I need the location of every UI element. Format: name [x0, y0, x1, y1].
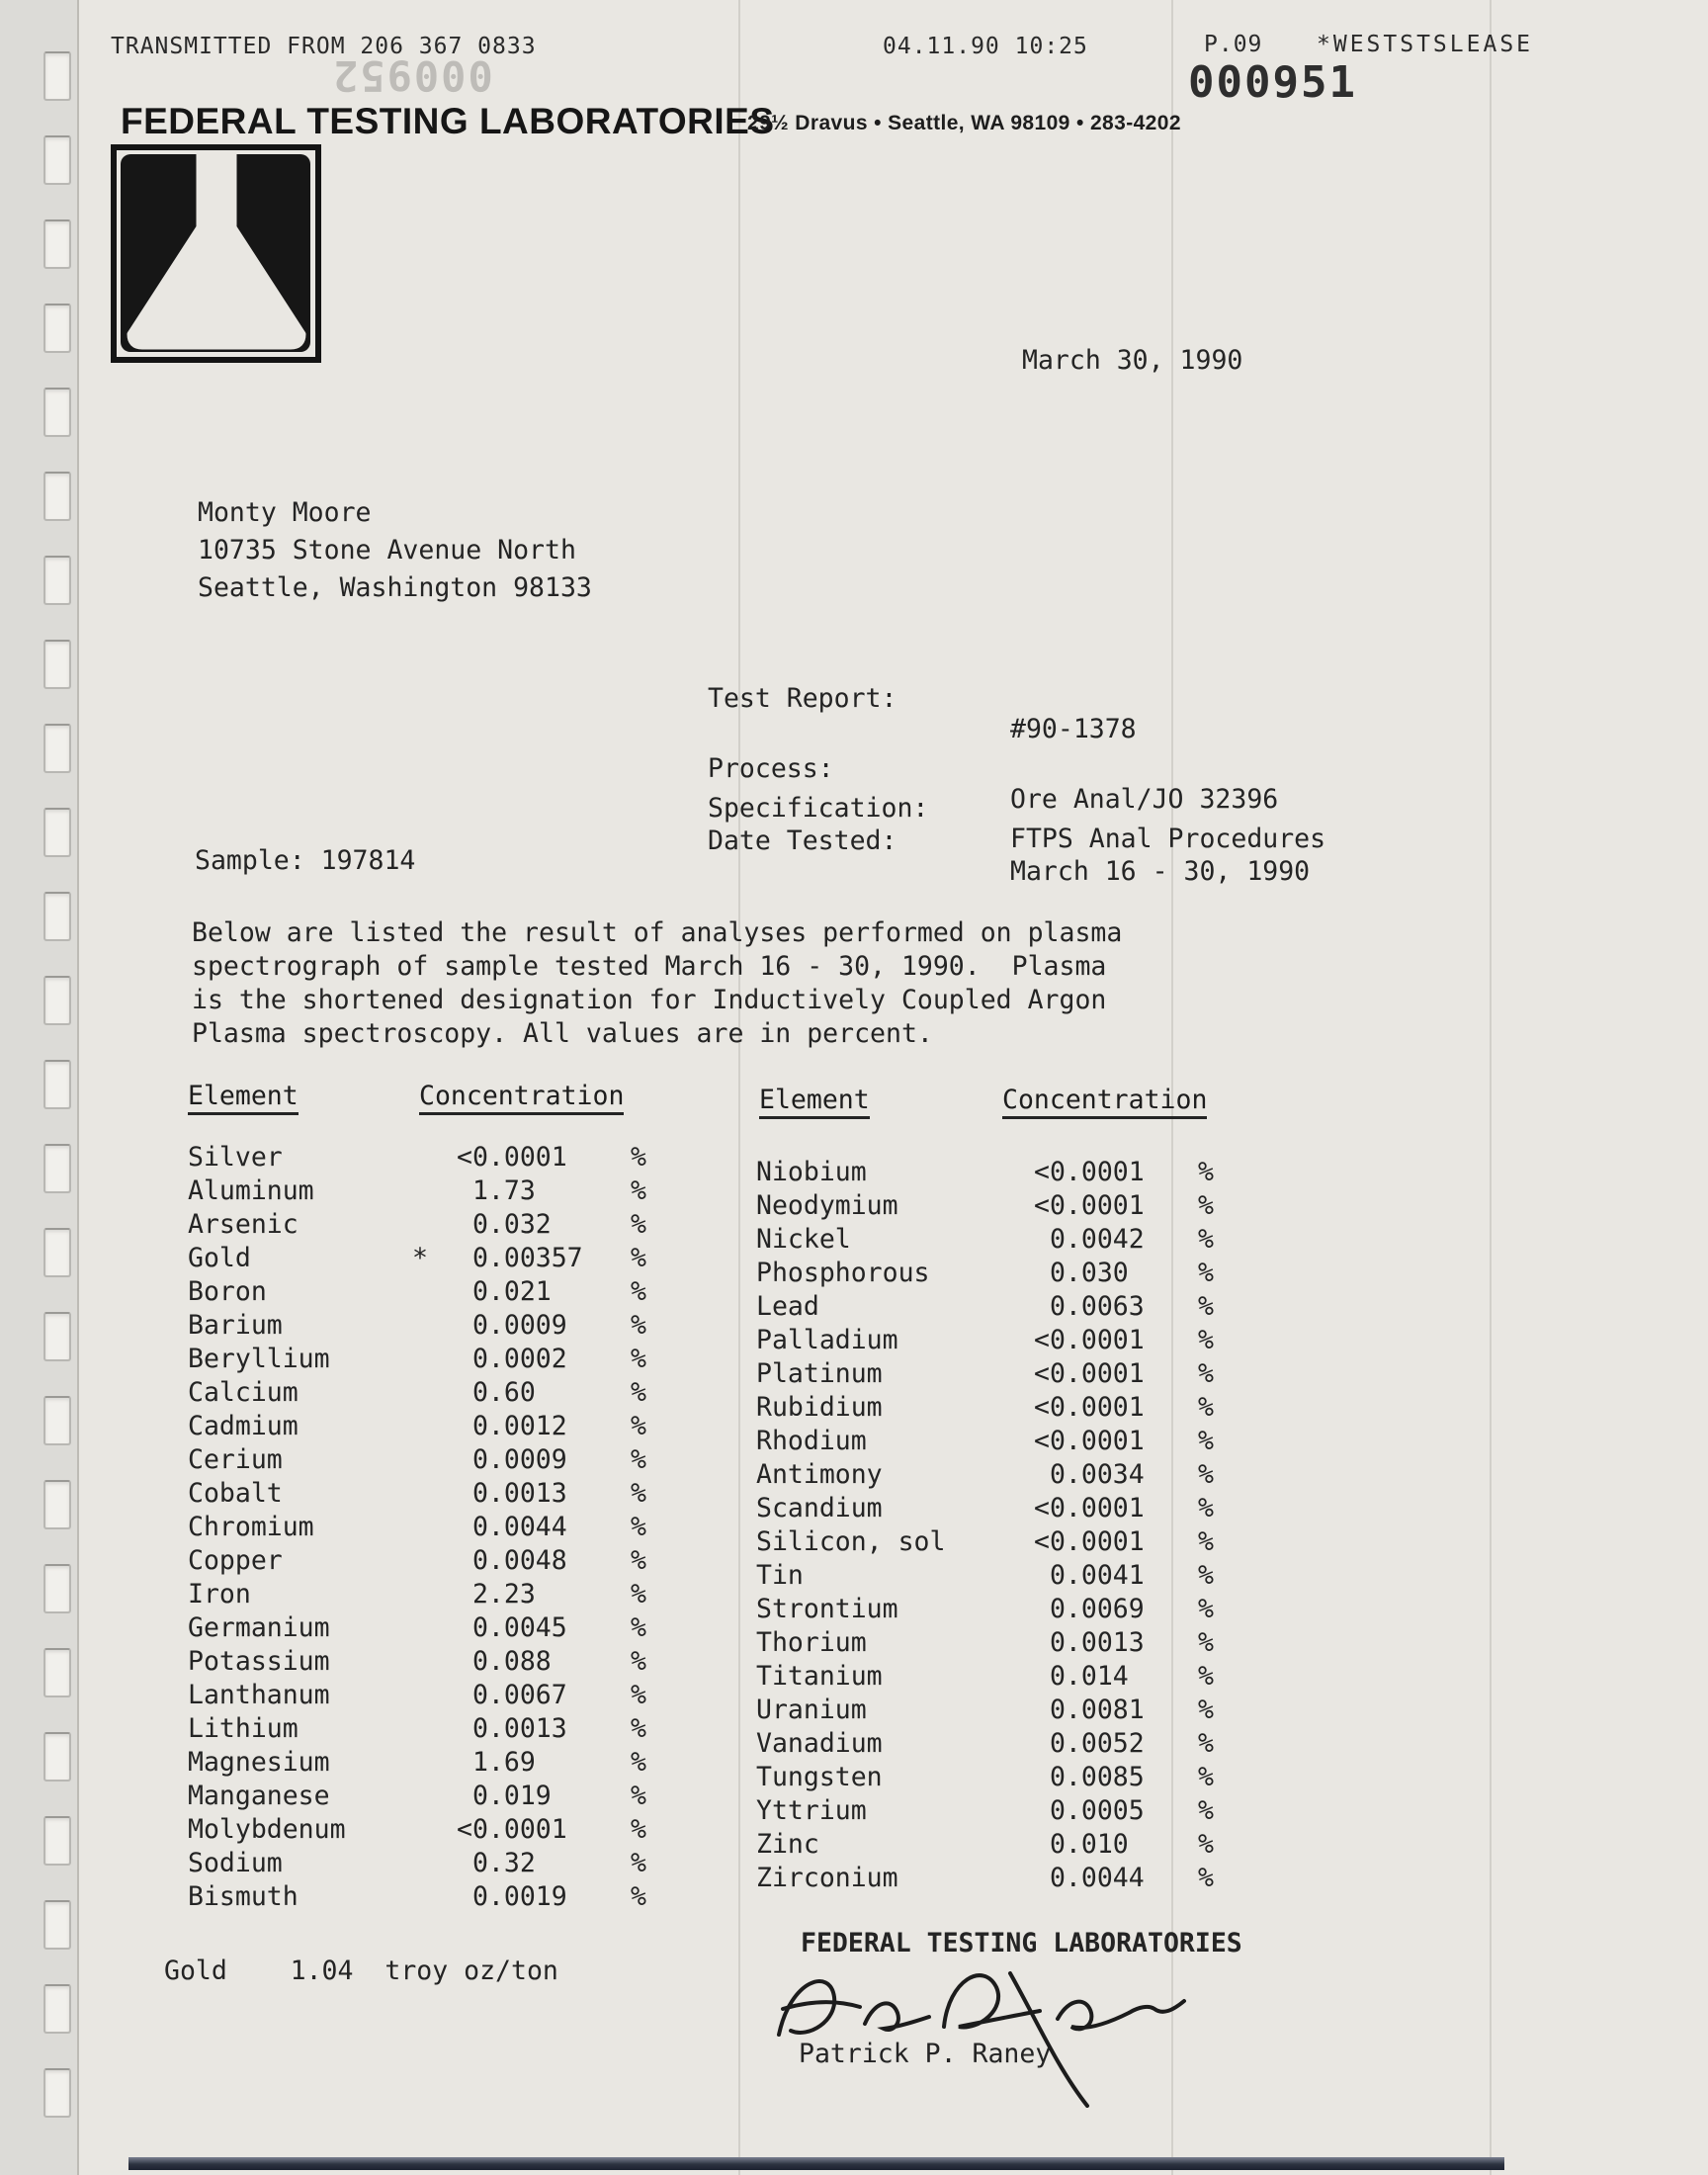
element-name: Silicon, sol [756, 1526, 946, 1557]
percent-unit: % [1198, 1627, 1214, 1658]
concentration-value: <0.0001 [1034, 1392, 1145, 1423]
binder-hole [43, 1648, 71, 1697]
element-name: Beryllium [188, 1344, 330, 1374]
handwritten-signature [761, 1940, 1216, 2108]
table-row [756, 1594, 1507, 1623]
concentration-value: <0.0001 [1034, 1190, 1145, 1221]
concentration-value: <0.0001 [1034, 1358, 1145, 1389]
table-row [756, 1863, 1507, 1892]
binder-hole [43, 388, 71, 437]
concentration-value: 1.73 [457, 1175, 536, 1206]
element-name: Arsenic [188, 1209, 299, 1240]
concentration-value: 0.030 [1034, 1258, 1129, 1288]
concentration-value: 0.0013 [1034, 1627, 1145, 1658]
binder-hole [43, 51, 71, 101]
concentration-value: 0.0013 [457, 1713, 567, 1744]
percent-unit: % [631, 1781, 646, 1811]
date-tested-value: March 16 - 30, 1990 [1010, 856, 1311, 887]
element-header-left: Element [188, 1081, 299, 1115]
element-name: Platinum [756, 1358, 883, 1389]
element-name: Potassium [188, 1646, 330, 1677]
element-name: Strontium [756, 1594, 898, 1624]
percent-unit: % [1198, 1661, 1214, 1692]
concentration-value: <0.0001 [1034, 1526, 1145, 1557]
percent-unit: % [1198, 1493, 1214, 1523]
document-number-stamp: 000951 [1188, 57, 1357, 108]
table-row [756, 1358, 1507, 1388]
table-row [756, 1762, 1507, 1791]
element-name: Cadmium [188, 1411, 299, 1441]
specification-value: FTPS Anal Procedures [1010, 824, 1326, 854]
table-row [756, 1190, 1507, 1220]
percent-unit: % [631, 1243, 646, 1273]
date-tested-label: Date Tested: [708, 826, 897, 856]
element-name: Cerium [188, 1444, 283, 1475]
concentration-value: 0.0044 [457, 1512, 567, 1542]
percent-unit: % [1198, 1695, 1214, 1725]
percent-unit: % [631, 1478, 646, 1509]
percent-unit: % [631, 1209, 646, 1240]
asterisk-flag: * [412, 1243, 428, 1273]
body-line: Below are listed the result of analyses performed on plasma [192, 917, 1123, 948]
element-name: Uranium [756, 1695, 867, 1725]
element-name: Molybdenum [188, 1814, 346, 1845]
percent-unit: % [631, 1512, 646, 1542]
element-name: Copper [188, 1545, 283, 1576]
concentration-value: 0.0044 [1034, 1863, 1145, 1893]
element-name: Scandium [756, 1493, 883, 1523]
recipient-city: Seattle, Washington 98133 [198, 572, 592, 603]
recipient-name: Monty Moore [198, 497, 372, 528]
table-row [756, 1560, 1507, 1590]
percent-unit: % [1198, 1459, 1214, 1490]
element-name: Magnesium [188, 1747, 330, 1778]
element-name: Thorium [756, 1627, 867, 1658]
binder-hole [43, 1228, 71, 1277]
percent-unit: % [631, 1713, 646, 1744]
binder-hole [43, 640, 71, 689]
element-name: Antimony [756, 1459, 883, 1490]
element-name: Gold [188, 1243, 251, 1273]
concentration-value: 0.019 [457, 1781, 552, 1811]
signature-name: Patrick P. Raney [799, 2039, 1052, 2069]
concentration-value: 0.0005 [1034, 1795, 1145, 1826]
concentration-value: 0.0009 [457, 1444, 567, 1475]
percent-unit: % [1198, 1863, 1214, 1893]
concentration-value: 0.021 [457, 1276, 552, 1307]
element-name: Lanthanum [188, 1680, 330, 1710]
concentration-value: 0.0019 [457, 1881, 567, 1912]
element-name: Barium [188, 1310, 283, 1341]
table-row [756, 1795, 1507, 1825]
recipient-street: 10735 Stone Avenue North [198, 535, 576, 566]
binder-hole [43, 1816, 71, 1866]
body-line: is the shortened designation for Inductively Coupled Argon [192, 985, 1107, 1015]
concentration-value: 0.0063 [1034, 1291, 1145, 1322]
element-name: Chromium [188, 1512, 314, 1542]
concentration-value: <0.0001 [457, 1142, 567, 1173]
concentration-value: 0.0002 [457, 1344, 567, 1374]
element-name: Yttrium [756, 1795, 867, 1826]
concentration-value: 0.0012 [457, 1411, 567, 1441]
concentration-value: 0.088 [457, 1646, 552, 1677]
element-name: Zirconium [756, 1863, 898, 1893]
results-table-right [756, 0, 1507, 2175]
table-row [756, 1291, 1507, 1321]
percent-unit: % [1198, 1728, 1214, 1759]
table-row [756, 1661, 1507, 1691]
element-name: Cobalt [188, 1478, 283, 1509]
bleed-through-stamp: 000952 [331, 51, 493, 100]
concentration-value: 0.0048 [457, 1545, 567, 1576]
scan-bottom-edge [128, 2157, 1504, 2170]
element-name: Germanium [188, 1612, 330, 1643]
element-name: Tin [756, 1560, 804, 1591]
percent-unit: % [631, 1680, 646, 1710]
body-line: spectrograph of sample tested March 16 - 30, 1990. Plasma [192, 951, 1107, 982]
percent-unit: % [1198, 1157, 1214, 1187]
percent-unit: % [631, 1411, 646, 1441]
element-name: Manganese [188, 1781, 330, 1811]
binder-hole [43, 219, 71, 269]
element-header-right: Element [759, 1085, 870, 1119]
percent-unit: % [631, 1747, 646, 1778]
fax-page-number: P.09 [1204, 32, 1263, 57]
concentration-value: 0.032 [457, 1209, 552, 1240]
percent-unit: % [1198, 1358, 1214, 1389]
test-report-label: Test Report: [708, 683, 897, 714]
concentration-value: 0.00357 [457, 1243, 583, 1273]
element-name: Iron [188, 1579, 251, 1610]
concentration-value: 0.32 [457, 1848, 536, 1878]
binder-hole [43, 472, 71, 521]
table-row [756, 1258, 1507, 1287]
concentration-header-right: Concentration [1002, 1085, 1207, 1119]
concentration-value: 0.0085 [1034, 1762, 1145, 1792]
element-name: Phosphorous [756, 1258, 930, 1288]
concentration-value: 0.0013 [457, 1478, 567, 1509]
concentration-value: 2.23 [457, 1579, 536, 1610]
element-name: Palladium [756, 1325, 898, 1355]
concentration-value: 0.0045 [457, 1612, 567, 1643]
binder-hole [43, 1060, 71, 1109]
percent-unit: % [631, 1814, 646, 1845]
element-name: Neodymium [756, 1190, 898, 1221]
percent-unit: % [1198, 1526, 1214, 1557]
percent-unit: % [631, 1545, 646, 1576]
table-row [756, 1392, 1507, 1422]
company-name: FEDERAL TESTING LABORATORIES [121, 101, 775, 141]
concentration-value: 0.0009 [457, 1310, 567, 1341]
percent-unit: % [1198, 1258, 1214, 1288]
body-line: Plasma spectroscopy. All values are in percent. [192, 1018, 933, 1049]
element-name: Calcium [188, 1377, 299, 1408]
binder-hole [43, 892, 71, 941]
binder-hole [43, 1732, 71, 1782]
binder-hole [43, 1144, 71, 1193]
concentration-value: 0.0034 [1034, 1459, 1145, 1490]
binder-hole [43, 1480, 71, 1529]
table-row [756, 1325, 1507, 1354]
binder-hole [43, 2068, 71, 2118]
process-value: Ore Anal/JO 32396 [1010, 784, 1279, 815]
fax-datetime: 04.11.90 10:25 [883, 34, 1088, 59]
element-name: Lead [756, 1291, 819, 1322]
table-row [756, 1493, 1507, 1522]
element-name: Bismuth [188, 1881, 299, 1912]
percent-unit: % [1198, 1325, 1214, 1355]
concentration-value: 0.60 [457, 1377, 536, 1408]
element-name: Aluminum [188, 1175, 314, 1206]
paper-margin-edge [77, 0, 79, 2175]
concentration-value: 0.014 [1034, 1661, 1129, 1692]
table-row [756, 1728, 1507, 1758]
element-name: Tungsten [756, 1762, 883, 1792]
element-name: Zinc [756, 1829, 819, 1860]
concentration-value: 0.0052 [1034, 1728, 1145, 1759]
percent-unit: % [631, 1579, 646, 1610]
footer-company-name: FEDERAL TESTING LABORATORIES [801, 1928, 1242, 1958]
percent-unit: % [631, 1444, 646, 1475]
percent-unit: % [631, 1881, 646, 1912]
element-name: Titanium [756, 1661, 883, 1692]
table-row [756, 1627, 1507, 1657]
fax-station-tag: *WESTSTSLEASE [1317, 32, 1534, 57]
binder-hole [43, 724, 71, 773]
binder-hole [43, 1984, 71, 2034]
element-name: Boron [188, 1276, 267, 1307]
gold-assay-line: Gold 1.04 troy oz/ton [164, 1956, 558, 1986]
percent-unit: % [1198, 1224, 1214, 1255]
percent-unit: % [1198, 1795, 1214, 1826]
table-row [756, 1526, 1507, 1556]
concentration-value: <0.0001 [1034, 1493, 1145, 1523]
concentration-value: 0.0081 [1034, 1695, 1145, 1725]
binder-hole [43, 808, 71, 857]
percent-unit: % [631, 1848, 646, 1878]
percent-unit: % [1198, 1426, 1214, 1456]
percent-unit: % [631, 1612, 646, 1643]
element-name: Rubidium [756, 1392, 883, 1423]
concentration-value: <0.0001 [1034, 1325, 1145, 1355]
percent-unit: % [631, 1310, 646, 1341]
binder-hole [43, 135, 71, 185]
concentration-value: 0.0042 [1034, 1224, 1145, 1255]
table-row [756, 1459, 1507, 1489]
percent-unit: % [1198, 1560, 1214, 1591]
percent-unit: % [631, 1646, 646, 1677]
element-name: Rhodium [756, 1426, 867, 1456]
concentration-value: 0.0067 [457, 1680, 567, 1710]
fax-transmitted-from: TRANSMITTED FROM 206 367 0833 [111, 34, 537, 59]
letter-date: March 30, 1990 [1022, 345, 1243, 376]
concentration-value: <0.0001 [457, 1814, 567, 1845]
concentration-header-left: Concentration [419, 1081, 624, 1115]
element-name: Sodium [188, 1848, 283, 1878]
percent-unit: % [631, 1344, 646, 1374]
percent-unit: % [631, 1276, 646, 1307]
binder-hole [43, 1900, 71, 1950]
binder-hole [43, 1396, 71, 1445]
percent-unit: % [1198, 1762, 1214, 1792]
concentration-value: 0.0069 [1034, 1594, 1145, 1624]
percent-unit: % [1198, 1291, 1214, 1322]
element-name: Niobium [756, 1157, 867, 1187]
element-name: Vanadium [756, 1728, 883, 1759]
specification-label: Specification: [708, 793, 929, 824]
binder-hole [43, 976, 71, 1025]
percent-unit: % [1198, 1190, 1214, 1221]
table-row [756, 1829, 1507, 1859]
test-report-value: #90-1378 [1010, 714, 1137, 744]
element-name: Silver [188, 1142, 283, 1173]
percent-unit: % [1198, 1594, 1214, 1624]
binder-hole [43, 304, 71, 353]
element-name: Nickel [756, 1224, 851, 1255]
percent-unit: % [1198, 1829, 1214, 1860]
percent-unit: % [631, 1175, 646, 1206]
concentration-value: 0.0041 [1034, 1560, 1145, 1591]
process-label: Process: [708, 753, 834, 784]
concentration-value: <0.0001 [1034, 1426, 1145, 1456]
element-name: Lithium [188, 1713, 299, 1744]
percent-unit: % [631, 1142, 646, 1173]
table-row [756, 1224, 1507, 1254]
company-address: 29½ Dravus • Seattle, WA 98109 • 283-4202 [747, 112, 1181, 134]
table-row [756, 1157, 1507, 1186]
concentration-value: 0.010 [1034, 1829, 1129, 1860]
binder-hole [43, 1564, 71, 1613]
table-row [756, 1695, 1507, 1724]
concentration-value: <0.0001 [1034, 1157, 1145, 1187]
percent-unit: % [631, 1377, 646, 1408]
binder-hole [43, 1312, 71, 1361]
sample-line: Sample: 197814 [195, 845, 416, 876]
binder-hole [43, 556, 71, 605]
table-row [756, 1426, 1507, 1455]
concentration-value: 1.69 [457, 1747, 536, 1778]
percent-unit: % [1198, 1392, 1214, 1423]
